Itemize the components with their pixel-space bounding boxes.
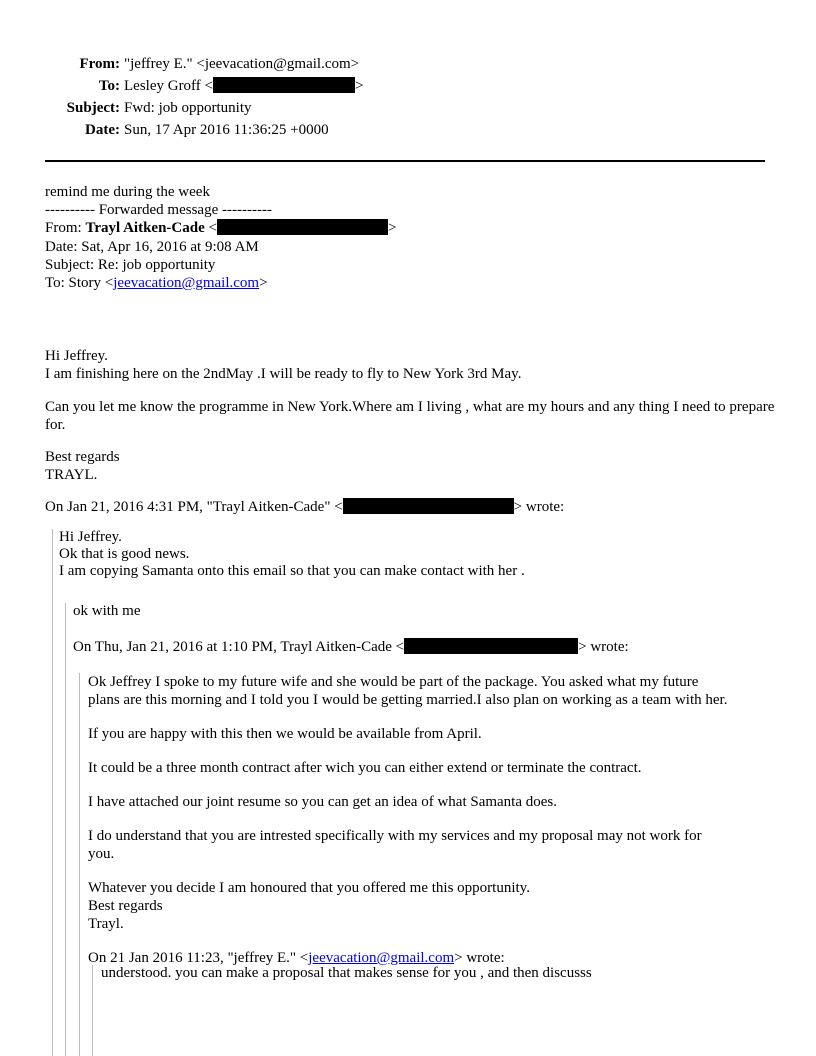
forward-to-suffix: > [259, 275, 268, 292]
header-divider [45, 160, 765, 162]
quote3-email-link[interactable]: jeevacation@gmail.com [308, 950, 455, 966]
forward-date-line: Date: Sat, Apr 16, 2016 at 9:08 AM [45, 238, 259, 255]
message-paragraph: Can you let me know the programme in New York.Where am I living , what are my hours and any thing I need to prepare for. [45, 398, 775, 433]
quote-intro: On Jan 21, 2016 4:31 PM, "Trayl Aitken-Cade" < [45, 499, 343, 516]
forward-from-name: Trayl Aitken-Cade [85, 220, 205, 237]
subject-label: Subject: [66, 100, 120, 116]
quote3-line: Ok Jeffrey I spoke to my future wife and she would be part of the package. You asked what my future [88, 674, 699, 690]
redaction-bar [217, 219, 388, 235]
forward-to-email-link[interactable]: jeevacation@gmail.com [113, 275, 260, 292]
to-value: Lesley Groff < [124, 78, 213, 94]
to-value-wrap [124, 75, 363, 97]
quote3-paragraph: It could be a three month contract after wich you can either extend or terminate the contract. [88, 760, 642, 776]
forward-subject-line: Subject: Re: job opportunity [45, 256, 216, 273]
forward-to-line [45, 274, 775, 292]
quote3-paragraph: Whatever you decide I am honoured that you offered me this opportunity. [88, 880, 530, 896]
forward-separator: ---------- Forwarded message ---------- [45, 202, 272, 219]
message-greeting: Hi Jeffrey. [45, 348, 108, 365]
quote3-paragraph: If you are happy with this then we would be available from April. [88, 726, 482, 742]
quote1-greeting: Hi Jeffrey. [59, 529, 122, 545]
from-value: "jeffrey E." <jeevacation@gmail.com> [124, 56, 360, 72]
subject-value: Fwd: job opportunity [124, 100, 252, 116]
header-to-row [0, 75, 816, 97]
quote2-intro: On Thu, Jan 21, 2016 at 1:10 PM, Trayl Aitken-Cade < [73, 639, 405, 655]
quote2-intro-line [73, 638, 773, 656]
message-closing: Best regards [45, 449, 120, 466]
quote-level-4 [92, 965, 777, 1056]
quote3-intro-prefix: On 21 Jan 2016 11:23, "jeffrey E." < [88, 950, 309, 966]
redaction-bar [404, 638, 578, 654]
email-header [0, 53, 816, 141]
forward-intro: remind me during the week [45, 184, 210, 200]
to-label: To: [98, 78, 120, 94]
forward-to-prefix: To: Story < [45, 275, 114, 292]
forward-from-open: < [204, 220, 217, 237]
quote-intro-end: > wrote: [513, 499, 565, 516]
from-label: From: [79, 56, 120, 72]
quote3-closing: Best regards [88, 898, 163, 915]
to-suffix: > [355, 78, 364, 94]
redaction-bar [213, 77, 355, 93]
quote1-line: Ok that is good news. [59, 546, 190, 562]
quote3-line: I do understand that you are intrested specifically with my services and my proposal may not work for [88, 828, 702, 844]
header-date-row [0, 119, 816, 141]
quote3-signature: Trayl. [88, 916, 124, 933]
message-line: I am finishing here on the 2ndMay .I will be ready to fly to New York 3rd May. [45, 366, 522, 383]
date-value: Sun, 17 Apr 2016 11:36:25 +0000 [124, 122, 329, 138]
quote3-line: plans are this morning and I told you I would be getting married.I also plan on working as a team with her. [88, 692, 728, 709]
date-label: Date: [85, 122, 120, 138]
quote3-intro-suffix: > wrote: [454, 950, 505, 966]
redaction-bar [343, 498, 514, 514]
forward-from-prefix: From: [45, 220, 86, 237]
quote1-line: I am copying Samanta onto this email so that you can make contact with her . [59, 563, 525, 579]
message-signature: TRAYL. [45, 467, 98, 484]
quote3-line: you. [88, 846, 115, 863]
forward-from-close: > [387, 220, 397, 237]
quote2-intro-end: > wrote: [578, 639, 629, 655]
quote2-reply: ok with me [73, 603, 141, 619]
email-body [45, 183, 775, 517]
quote4-line: understood. you can make a proposal that makes sense for you , and then discusss [101, 965, 592, 981]
forward-from-line [45, 219, 775, 237]
quote-intro-line [45, 498, 775, 516]
quote3-paragraph: I have attached our joint resume so you can get an idea of what Samanta does. [88, 794, 558, 810]
header-subject-row [0, 97, 816, 119]
header-from-row [0, 53, 816, 75]
